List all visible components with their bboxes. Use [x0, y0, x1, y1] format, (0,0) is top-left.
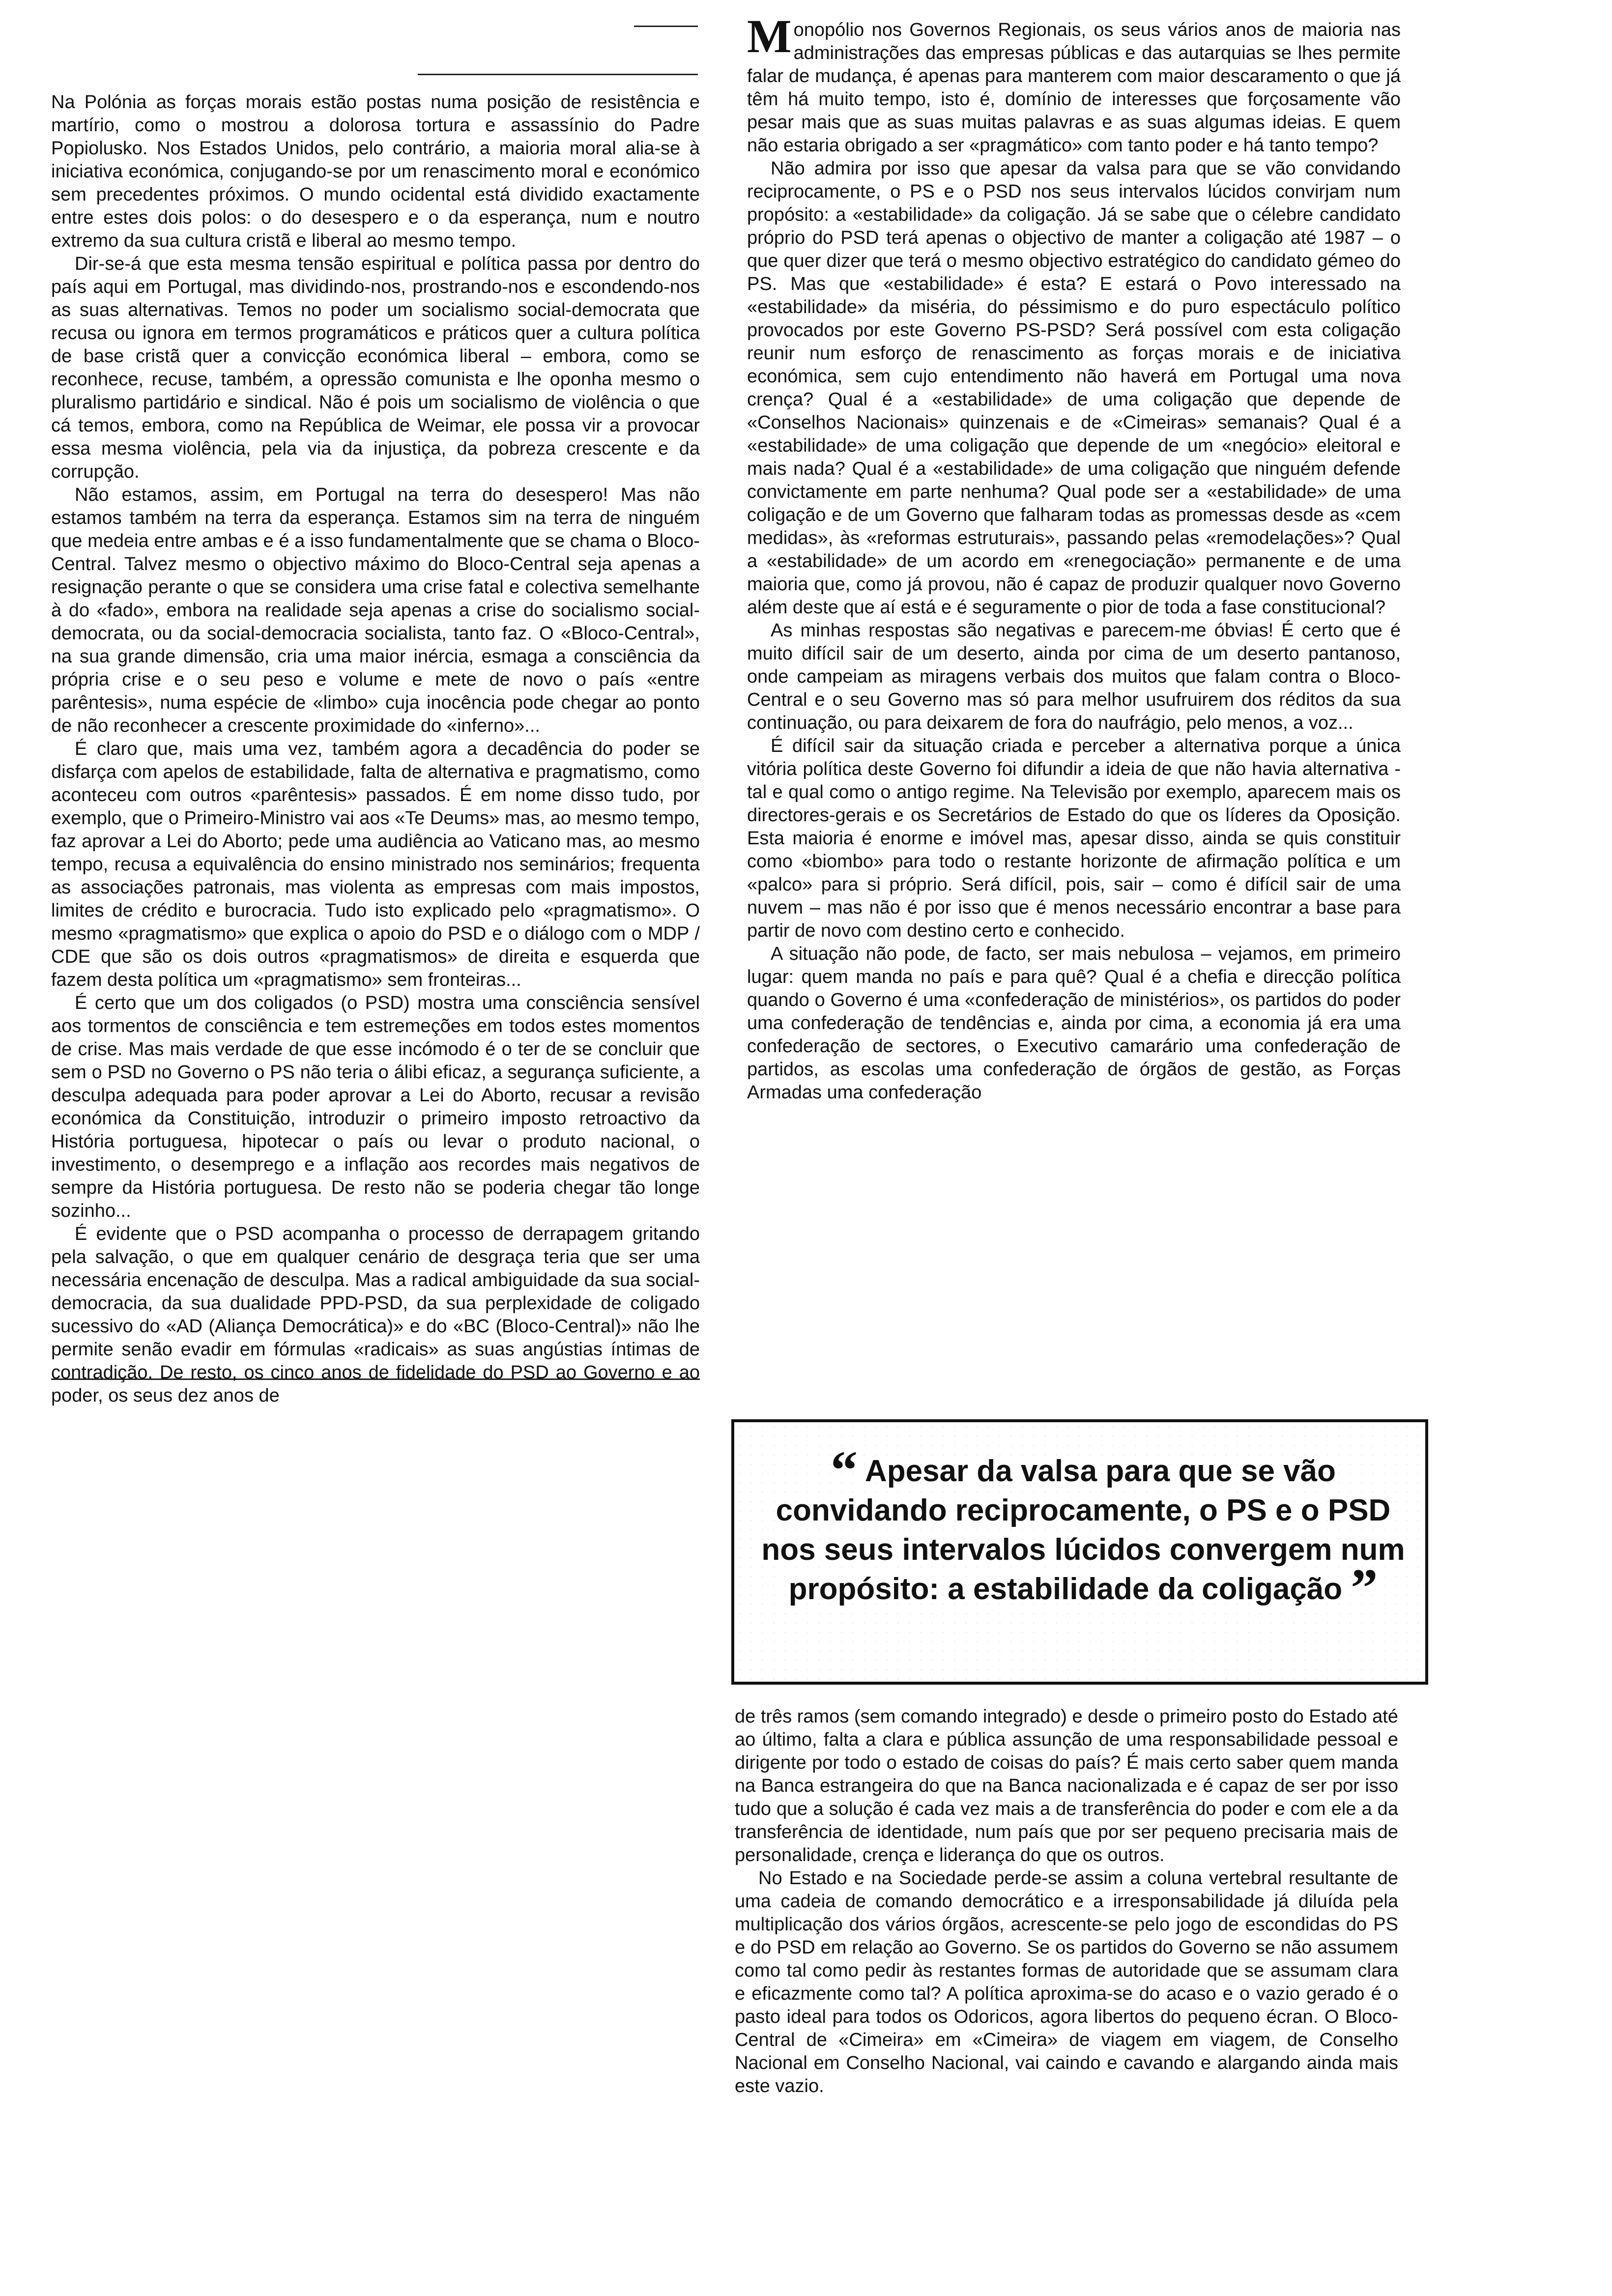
right-bottom-paragraph-1: de três ramos (sem comando integrado) e desde o primeiro posto do Estado até ao último, falta a clara e pública assunção de uma responsabilidade pessoal e dirigente por todo o estado de coisas do país? É mais certo saber quem manda na Banca estrangeira do que na Banca nacionalizada e é capaz de ser por isso tudo que a solução é cada vez mais a de transferência do poder e com ele a da transferência de identidade, num país que por ser pequeno precisaria mais de personalidade, crença e liderança do que os outros. — [735, 1706, 1398, 1866]
right-paragraph-1: onopólio nos Governos Regionais, os seus vários anos de maioria nas administrações das empresas públicas e das autarquias se lhes permite falar de mudança, é apenas para manterem com maior descaramento o que já têm há muito tempo, isto é, domínio de interesses que forçosamente vão pesar mais que as suas muitas palavras e as suas algumas ideias. E quem não estaria obrigado a ser «pragmático» com tanto poder e há tanto tempo? — [747, 20, 1401, 156]
drop-cap: M — [747, 10, 792, 62]
left-paragraph-4: É claro que, mais uma vez, também agora a decadência do poder se disfarça com apelos de estabilidade, falta de alternativa e pragmatismo, como aconteceu com outros «parêntesis» passados. É em nome disso tudo, por exemplo, que o Primeiro-Ministro vai aos «Te Deums» mas, ao mesmo tempo, faz aprovar a Lei do Aborto; pede uma audiência ao Vaticano mas, ao mesmo tempo, recusa a equivalência do ensino ministrado nos seminários; frequenta as associações patronais, mas violenta as empresas com mais impostos, limites de crédito e burocracia. Tudo isto explicado pelo «pragmatismo». O mesmo «pragmatismo» que explica o apoio do PSD e o diálogo com o MDP / CDE que são os dois outros «pragmatismos» de direita e esquerda que fazem desta política um «pragmatismo» sem fronteiras... — [51, 739, 700, 990]
left-paragraph-5: É certo que um dos coligados (o PSD) mostra uma consciência sensível aos tormentos de consciência e tem estremeções em todos estes momentos de crise. Mas mais verdade de que esse incómodo é o ter de se concluir que sem o PSD no Governo o PS não teria o álibi eficaz, a segurança suficiente, a desculpa adequada para poder aprovar a Lei do Aborto, recusar a revisão económica da Constituição, introduzir o primeiro imposto retroactivo da História portuguesa, hipotecar o país ou levar o produto nacional, o investimento, o desemprego e a inflação aos recordes mais negativos de sempre da História portuguesa. De resto não se poderia chegar tão longe sozinho... — [51, 993, 700, 1221]
top-rule-left — [634, 26, 698, 27]
left-column — [51, 91, 700, 1407]
left-paragraph-3: Não estamos, assim, em Portugal na terra do desespero! Mas não estamos também na terra da esperança. Estamos sim na terra de ninguém que medeia entre ambas e é a isso fundamentalmente que se chama o Bloco-Central. Talvez mesmo o objectivo máximo do Bloco-Central seja apenas a resignação perante o que se considera uma crise fatal e colectiva semelhante à do «fado», embora na realidade seja apenas a crise do socialismo social-democrata, ou da social-democracia socialista, tanto faz. O «Bloco-Central», na sua grande dimensão, cria uma maior inércia, esmaga a consciência da própria crise e o seu peso e volume e mete de novo o país «entre parêntesis», numa espécie de «limbo» cuja inocência pode chegar ao ponto de não reconhecer a crescente proximidade do «inferno»... — [51, 485, 700, 736]
left-paragraph-6: É evidente que o PSD acompanha o processo de derrapagem gritando pela salvação, o que em qualquer cenário de desgraça teria que ser uma necessária encenação de desculpa. Mas a radical ambiguidade da sua social-democracia, da sua dualidade PPD-PSD, da sua perplexidade de coligado sucessivo do «AD (Aliança Democrática)» e do «BC (Bloco-Central)» não lhe permite senão evadir em fórmulas «radicais» as suas angústias íntimas de contradição. De resto, os cinco anos de fidelidade do PSD ao Governo e ao poder, os seus dez anos de — [51, 1224, 700, 1406]
left-paragraph-2: Dir-se-á que esta mesma tensão espiritual e política passa por dentro do país aqui em Portugal, mas dividindo-nos, prostrando-nos e escondendo-nos as suas alternativas. Temos no poder um socialismo social-democrata que recusa ou ignora em termos programáticos e práticos quer a cultura política de base cristã quer a convicção económica liberal – embora, como se reconhece, recuse, também, a opressão comunista e lhe oponha mesmo o pluralismo partidário e sindical. Não é pois um socialismo de violência o que cá temos, embora, como na República de Weimar, ele possa vir a provocar essa mesma violência, pela via da injustiça, da pobreza crescente e da corrupção. — [51, 254, 700, 482]
right-paragraph-4: É difícil sair da situação criada e perceber a alternativa porque a única vitória política deste Governo foi difundir a ideia de que não havia alternativa - tal e qual como o antigo regime. Na Televisão por exemplo, aparecem mais os directores-gerais e os Secretários de Estado do que os líderes da Oposição. Esta maioria é enorme e imóvel mas, apesar disso, ainda se quis constituir como «biombo» para todo o restante horizonte de afirmação política e um «palco» para si próprio. Será difícil, pois, sair – como é difícil sair de uma nuvem – mas não é por isso que é menos necessário encontrar a base para partir de novo com destino certo e conhecido. — [747, 736, 1401, 941]
right-column-top — [747, 10, 1401, 1104]
right-paragraph-5: A situação não pode, de facto, ser mais nebulosa – vejamos, em primeiro lugar: quem manda no país e para quê? Qual é a chefia e direcção política quando o Governo é uma «confederação de ministérios», os partidos do poder uma confederação de tendências e, ainda por cima, a economia já era uma confederação de sectores, o Executivo camarário uma confederação de partidos, as escolas uma confederação de órgãos de gestão, as Forças Armadas uma confederação — [747, 944, 1401, 1103]
pull-quote — [754, 1440, 1412, 1618]
open-quote-icon: “ — [830, 1440, 858, 1500]
pull-quote-box — [731, 1419, 1428, 1685]
left-paragraph-1: Na Polónia as forças morais estão postas numa posição de resistência e martírio, como o mostrou a dolorosa tortura e assassínio do Padre Popiolusko. Nos Estados Unidos, pelo contrário, a maioria moral alia-se à iniciativa económica, conjugando-se por um renascimento moral e económico sem precedentes próximos. O mundo ocidental está dividido exactamente entre estes dois polos: o do desespero e o da esperança, num e noutro extremo da sua cultura cristã e liberal ao mesmo tempo. — [51, 92, 700, 251]
top-rule-left-2 — [418, 74, 698, 75]
right-paragraph-2: Não admira por isso que apesar da valsa para que se vão convidando reciprocamente, o PS e o PSD nos seus intervalos lúcidos convirjam num propósito: a «estabilidade» da coligação. Já se sabe que o célebre candidato próprio do PSD terá apenas o objectivo de manter a coligação até 1987 – o que quer dizer que terá o mesmo objectivo estratégico do candidato gémeo do PS. Mas que «estabilidade» é esta? E estará o Povo interessado na «estabilidade» da miséria, do péssimismo e do puro espectáculo político provocados por este Governo PS-PSD? Será possível com esta coligação reunir num esforço de renascimento as forças morais e de iniciativa económica, sem cujo entendimento não haverá em Portugal uma nova crença? Qual é a «estabilidade» de uma coligação que depende de «Conselhos Nacionais» quinzenais e de «Cimeiras» semanais? Qual é a «estabilidade» de uma coligação que depende de um «negócio» eleitoral e mais nada? Qual é a «estabilidade» de uma coligação que ninguém defende convictamente em parte nenhuma? Qual pode ser a «estabilidade» de uma coligação e de um Governo que falharam todas as promessas desde as «cem medidas», às «reformas estruturais», passando pelas «remodelações»? Qual a «estabilidade» de um acordo em «renegociação» permanente e de uma maioria que, como já provou, não é capaz de produzir qualquer novo Governo além deste que aí está e é seguramente o pior de toda a fase constitucional? — [747, 158, 1401, 618]
close-quote-icon: ” — [1351, 1558, 1378, 1618]
right-column-bottom — [735, 1705, 1398, 2098]
pull-quote-text: Apesar da valsa para que se vão convidando reciprocamente, o PS e o PSD nos seus intervalos lúcidos convergem num propósito: a estabilidade da coligação — [761, 1454, 1405, 1606]
right-paragraph-3: As minhas respostas são negativas e parecem-me óbvias! É certo que é muito difícil sair de um deserto, ainda por cima de um deserto pantanoso, onde campeiam as miragens verbais dos muitos que falam contra o Bloco-Central e o seu Governo mas só para melhor usufruirem dos réditos da sua continuação, ou para deixarem de fora do naufrágio, pelo menos, a voz... — [747, 620, 1401, 733]
right-bottom-paragraph-2: No Estado e na Sociedade perde-se assim a coluna vertebral resultante de uma cadeia de comando democrático e a irresponsabilidade já diluída pela multiplicação dos vários órgãos, acrescente-se pelo jogo de escondidas do PS e do PSD em relação ao Governo. Se os partidos do Governo se não assumem como tal como pedir às restantes formas de autoridade que se assumam clara e eficazmente como tal? A política aproxima-se do acaso e o vazio gerado é o pasto ideal para todos os Odoricos, agora libertos do pequeno écran. O Bloco-Central de «Cimeira» em «Cimeira» de viagem em viagem, de Conselho Nacional em Conselho Nacional, vai caindo e cavando e alargando ainda mais este vazio. — [735, 1868, 1398, 2096]
